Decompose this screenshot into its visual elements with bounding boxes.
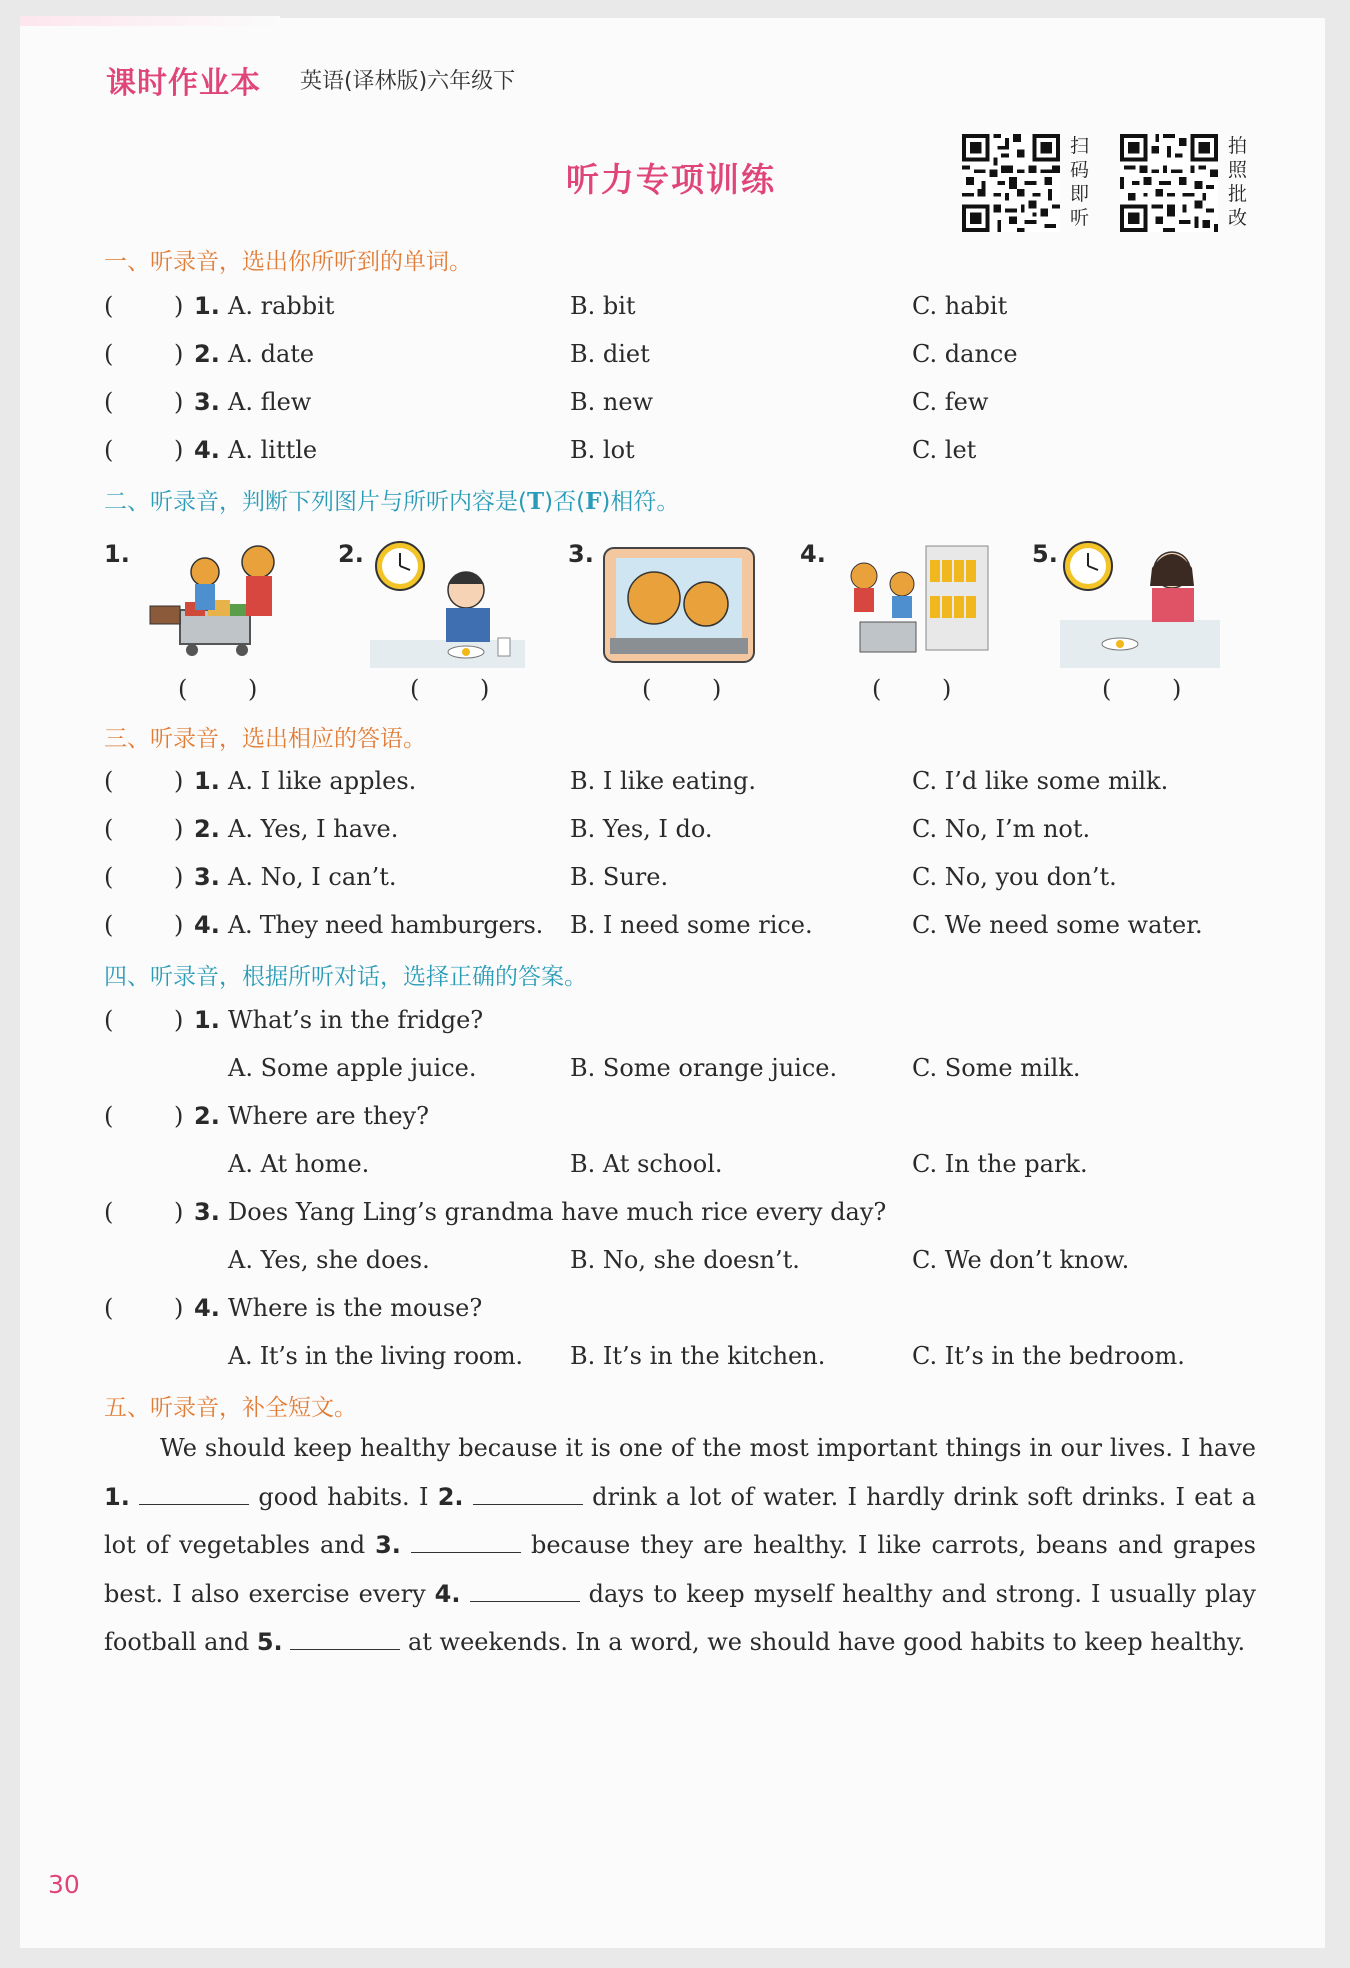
question-text: Does Yang Ling’s grandma have much rice every day? xyxy=(228,1198,887,1226)
answer-paren-right: ) xyxy=(174,1294,184,1322)
picture-number: 2. xyxy=(338,540,364,568)
section-2-title: 二、听录音，判断下列图片与所听内容是(T)否(F)相符。 xyxy=(104,488,680,515)
header-brand: 课时作业本 xyxy=(106,66,261,101)
answer-paren-right: ) xyxy=(174,340,184,368)
answer-paren-right: ) xyxy=(174,388,184,416)
option-a: A. Yes, she does. xyxy=(228,1246,430,1274)
option-b: B. I need some rice. xyxy=(570,911,813,939)
section-4-title: 四、听录音，根据所听对话，选择正确的答案。 xyxy=(104,964,587,990)
answer-paren-left[interactable]: ( xyxy=(104,292,114,320)
option-b: B. diet xyxy=(570,340,650,368)
header-decoration xyxy=(20,16,280,26)
s4-question-1 xyxy=(0,1006,1350,1040)
s4-options-1 xyxy=(0,1054,1350,1088)
qr-caption-listen: 扫码即听 xyxy=(1070,135,1090,229)
answer-paren-left[interactable]: ( xyxy=(104,911,114,939)
option-c: C. dance xyxy=(912,340,1018,368)
option-c: C. Some milk. xyxy=(912,1054,1081,1082)
picture-cats-shopping-cart xyxy=(140,540,295,668)
question-text: Where is the mouse? xyxy=(228,1294,483,1322)
blank-3-input[interactable] xyxy=(411,1530,521,1553)
option-b: B. Some orange juice. xyxy=(570,1054,838,1082)
blank-5-input[interactable] xyxy=(290,1627,400,1650)
option-c: C. It’s in the bedroom. xyxy=(912,1342,1185,1370)
question-text: What’s in the fridge? xyxy=(228,1006,484,1034)
answer-paren-left[interactable]: ( xyxy=(104,815,114,843)
option-b: B. It’s in the kitchen. xyxy=(570,1342,826,1370)
blank-1-input[interactable] xyxy=(139,1482,249,1505)
option-a: A. Yes, I have. xyxy=(228,815,399,843)
option-b: B. At school. xyxy=(570,1150,723,1178)
s1-item-1 xyxy=(0,292,1350,326)
question-number: 3. xyxy=(194,863,220,891)
option-c: C. habit xyxy=(912,292,1008,320)
option-a: A. rabbit xyxy=(228,292,335,320)
option-b: B. lot xyxy=(570,436,635,464)
option-c: C. few xyxy=(912,388,989,416)
answer-paren-right: ) xyxy=(174,863,184,891)
question-number: 2. xyxy=(194,340,220,368)
s4-question-4 xyxy=(0,1294,1350,1328)
question-number: 4. xyxy=(194,911,220,939)
blank-2-input[interactable] xyxy=(473,1482,583,1505)
answer-paren-left[interactable]: ( xyxy=(104,1198,114,1226)
answer-paren-right: ) xyxy=(174,815,184,843)
answer-paren-left[interactable]: ( xyxy=(104,767,114,795)
picture-girl-eating xyxy=(1060,540,1215,668)
option-c: C. In the park. xyxy=(912,1150,1088,1178)
question-number: 2. xyxy=(194,815,220,843)
s4-options-4 xyxy=(0,1342,1350,1376)
option-c: C. let xyxy=(912,436,977,464)
option-a: A. At home. xyxy=(228,1150,370,1178)
option-c: C. No, I’m not. xyxy=(912,815,1091,843)
question-text: Where are they? xyxy=(228,1102,429,1130)
page-title: 听力专项训练 xyxy=(566,160,776,199)
option-a: A. date xyxy=(228,340,315,368)
question-number: 3. xyxy=(194,388,220,416)
header-subtitle: 英语(译林版)六年级下 xyxy=(300,69,516,94)
answer-paren-right: ) xyxy=(174,1006,184,1034)
answer-paren-right: ) xyxy=(174,1102,184,1130)
option-b: B. new xyxy=(570,388,654,416)
cloze-passage: We should keep healthy because it is one of the most important things in our lives. I have 1. good habits. I 2. drink a lot of water. I hardly drink soft drinks. I eat a lot of vegetables and 3. because they are healthy. I like carrots, beans and grapes best. I also exercise every 4. days to keep myself healthy and strong. I usually play football and 5. at weekends. In a word, we should have good habits to keep healthy. xyxy=(104,1434,1256,1656)
answer-paren-left[interactable]: ( xyxy=(104,388,114,416)
answer-paren-right: ) xyxy=(174,767,184,795)
answer-paren-right: ) xyxy=(174,911,184,939)
answer-paren-right: ) xyxy=(174,1198,184,1226)
option-b: B. Sure. xyxy=(570,863,669,891)
option-a: A. It’s in the living room. xyxy=(228,1342,523,1370)
option-a: A. flew xyxy=(228,388,312,416)
option-a: A. little xyxy=(228,436,318,464)
option-b: B. No, she doesn’t. xyxy=(570,1246,800,1274)
question-number: 4. xyxy=(194,1294,220,1322)
option-a: A. They need hamburgers. xyxy=(228,911,543,939)
picture-boy-eating-breakfast xyxy=(370,540,525,668)
s3-item-2 xyxy=(0,815,1350,849)
picture-cats-supermarket xyxy=(836,540,991,668)
option-c: C. I’d like some milk. xyxy=(912,767,1169,795)
option-b: B. I like eating. xyxy=(570,767,757,795)
picture-cats-at-window xyxy=(602,540,757,668)
s4-question-3 xyxy=(0,1198,1350,1232)
answer-paren-left[interactable]: ( xyxy=(104,863,114,891)
question-number: 3. xyxy=(194,1198,220,1226)
answer-paren-left[interactable]: ( xyxy=(104,1006,114,1034)
answer-paren-left[interactable]: ( xyxy=(104,340,114,368)
section-5-title: 五、听录音，补全短文。 xyxy=(104,1395,357,1421)
question-number: 4. xyxy=(194,436,220,464)
qr-code-grade[interactable] xyxy=(1120,134,1218,232)
option-a: A. No, I can’t. xyxy=(228,863,397,891)
s4-question-2 xyxy=(0,1102,1350,1136)
option-b: B. Yes, I do. xyxy=(570,815,713,843)
s1-item-4 xyxy=(0,436,1350,470)
picture-number: 3. xyxy=(568,540,594,568)
picture-number: 5. xyxy=(1032,540,1058,568)
section-1-title: 一、听录音，选出你所听到的单词。 xyxy=(104,249,472,275)
s3-item-1 xyxy=(0,767,1350,801)
picture-number: 1. xyxy=(104,540,130,568)
question-number: 1. xyxy=(194,1006,220,1034)
page-number: 30 xyxy=(48,1870,80,1899)
option-c: C. We don’t know. xyxy=(912,1246,1130,1274)
answer-paren-left[interactable]: ( xyxy=(104,1102,114,1130)
option-a: A. Some apple juice. xyxy=(228,1054,477,1082)
option-c: C. No, you don’t. xyxy=(912,863,1117,891)
option-c: C. We need some water. xyxy=(912,911,1203,939)
s1-item-2 xyxy=(0,340,1350,374)
answer-paren-right: ) xyxy=(174,436,184,464)
answer-paren-right: ) xyxy=(174,292,184,320)
question-number: 1. xyxy=(194,767,220,795)
s3-item-3 xyxy=(0,863,1350,897)
answer-paren-left[interactable]: ( xyxy=(104,1294,114,1322)
option-a: A. I like apples. xyxy=(228,767,417,795)
blank-4-input[interactable] xyxy=(470,1579,580,1602)
qr-caption-grade: 拍照批改 xyxy=(1228,135,1248,229)
s4-options-2 xyxy=(0,1150,1350,1184)
option-b: B. bit xyxy=(570,292,636,320)
answer-paren-left[interactable]: ( xyxy=(104,436,114,464)
picture-number: 4. xyxy=(800,540,826,568)
s4-options-3 xyxy=(0,1246,1350,1280)
qr-code-listen[interactable] xyxy=(962,134,1060,232)
s3-item-4 xyxy=(0,911,1350,945)
s1-item-3 xyxy=(0,388,1350,422)
section-3-title: 三、听录音，选出相应的答语。 xyxy=(104,726,426,752)
question-number: 1. xyxy=(194,292,220,320)
question-number: 2. xyxy=(194,1102,220,1130)
